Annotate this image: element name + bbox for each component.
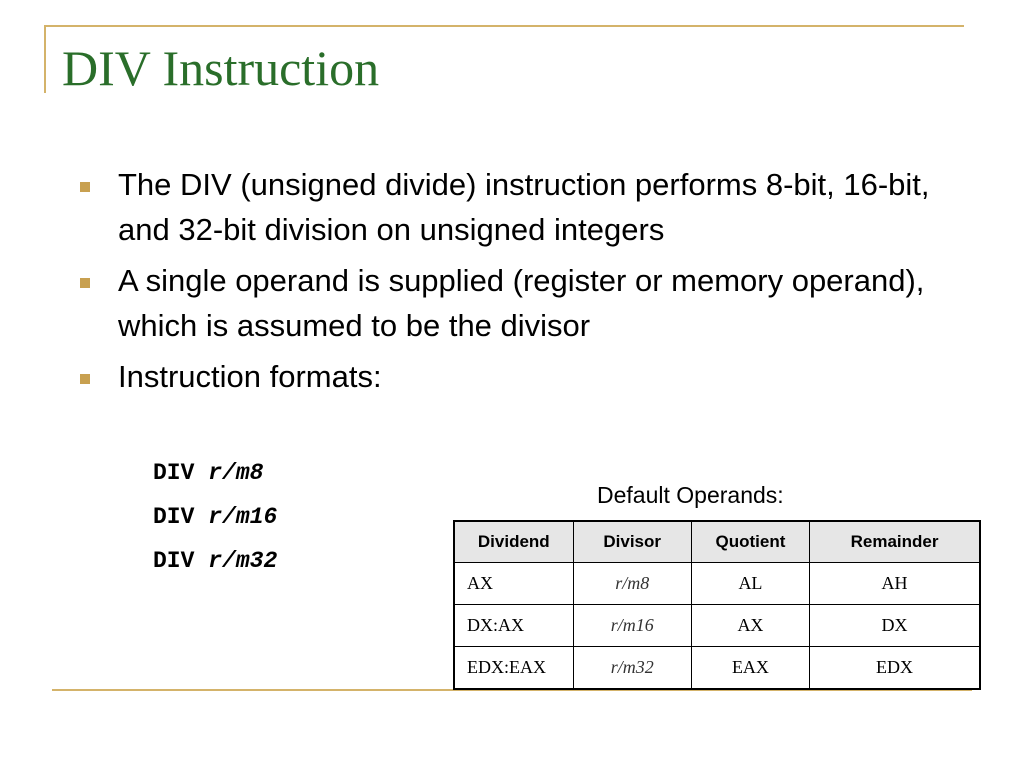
format-mnemonic: DIV xyxy=(153,460,195,486)
table-row xyxy=(454,605,980,647)
format-mnemonic: DIV xyxy=(153,504,195,530)
cell-dividend: EDX:EAX xyxy=(454,647,573,690)
table-row xyxy=(454,563,980,605)
format-operand: r/m32 xyxy=(208,548,278,574)
format-operand: r/m16 xyxy=(208,504,278,530)
table-caption: Default Operands: xyxy=(597,482,784,508)
bullet-list xyxy=(80,162,940,405)
bullet-text: Instruction formats: xyxy=(118,359,382,394)
frame-top-line xyxy=(44,25,964,27)
header-remainder: Remainder xyxy=(810,521,980,563)
bullet-text: A single operand is supplied (register or memory operand), which is assumed to be the divisor xyxy=(118,263,925,343)
bullet-item xyxy=(80,354,940,399)
cell-dividend: AX xyxy=(454,563,573,605)
format-line xyxy=(153,456,277,500)
instruction-formats xyxy=(153,456,277,588)
format-operand: r/m8 xyxy=(208,460,264,486)
table-row xyxy=(454,647,980,690)
cell-remainder: DX xyxy=(810,605,980,647)
bullet-item xyxy=(80,258,940,348)
frame-left-line xyxy=(44,25,46,93)
cell-divisor: r/m8 xyxy=(573,563,691,605)
header-divisor: Divisor xyxy=(573,521,691,563)
cell-divisor: r/m16 xyxy=(573,605,691,647)
cell-quotient: EAX xyxy=(691,647,809,690)
slide-title: DIV Instruction xyxy=(62,40,380,96)
cell-dividend: DX:AX xyxy=(454,605,573,647)
default-operands-table xyxy=(453,520,981,690)
square-bullet-icon xyxy=(80,278,90,288)
square-bullet-icon xyxy=(80,182,90,192)
cell-remainder: AH xyxy=(810,563,980,605)
format-line xyxy=(153,500,277,544)
table-header-row xyxy=(454,521,980,563)
bullet-text: The DIV (unsigned divide) instruction performs 8-bit, 16-bit, and 32-bit division on unsigned integers xyxy=(118,167,930,247)
square-bullet-icon xyxy=(80,374,90,384)
cell-remainder: EDX xyxy=(810,647,980,690)
format-mnemonic: DIV xyxy=(153,548,195,574)
cell-quotient: AL xyxy=(691,563,809,605)
header-quotient: Quotient xyxy=(691,521,809,563)
format-line xyxy=(153,544,277,588)
cell-divisor: r/m32 xyxy=(573,647,691,690)
header-dividend: Dividend xyxy=(454,521,573,563)
cell-quotient: AX xyxy=(691,605,809,647)
bullet-item xyxy=(80,162,940,252)
